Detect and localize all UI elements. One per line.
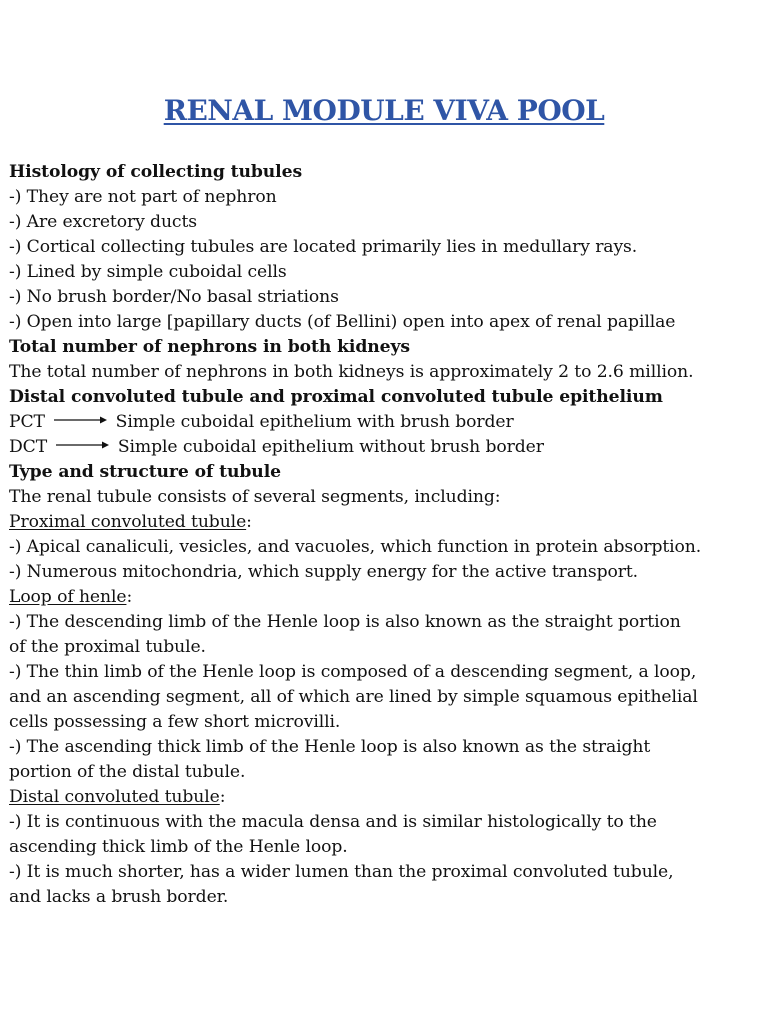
section-heading-epithelium: Distal convoluted tubule and proximal convoluted tubule epithelium: [9, 387, 663, 407]
text-line: and an ascending segment, all of which are lined by simple squamous epithelial: [9, 687, 698, 707]
page-title: RENAL MODULE VIVA POOL: [163, 94, 605, 127]
text-line: -) The descending limb of the Henle loop is also known as the straight portion: [9, 612, 681, 632]
text-line: cells possessing a few short microvilli.: [9, 712, 341, 732]
subheading-row: [9, 510, 761, 535]
subheading-row: [9, 785, 761, 810]
list-item: -) Open into large [papillary ducts (of Bellini) open into apex of renal papillae: [9, 312, 676, 332]
colon: :: [219, 787, 226, 807]
section-heading-collecting-tubules: Histology of collecting tubules: [9, 162, 303, 182]
list-item: -) Are excretory ducts: [9, 212, 197, 232]
subheading-proximal-convoluted-tubule: Proximal convoluted tubule: [9, 512, 247, 532]
text-line: -) It is much shorter, has a wider lumen than the proximal convoluted tubule,: [9, 862, 674, 882]
subheading-row: [9, 585, 761, 610]
subheading-distal-convoluted-tubule: Distal convoluted tubule: [9, 787, 220, 807]
list-item: -) Cortical collecting tubules are located primarily lies in medullary rays.: [9, 237, 638, 257]
text-line: -) The thin limb of the Henle loop is composed of a descending segment, a loop,: [9, 662, 697, 682]
section-heading-nephron-count: Total number of nephrons in both kidneys: [9, 337, 410, 357]
pct-label: PCT: [9, 412, 45, 432]
section-heading-tubule-structure: Type and structure of tubule: [9, 462, 281, 482]
document-body: [9, 160, 761, 910]
paragraph: The total number of nephrons in both kidneys is approximately 2 to 2.6 million.: [9, 362, 694, 382]
paragraph: The renal tubule consists of several segments, including:: [9, 487, 501, 507]
dct-label: DCT: [9, 437, 48, 457]
text-line: and lacks a brush border.: [9, 887, 229, 907]
arrow-right-icon: [54, 440, 110, 450]
colon: :: [126, 587, 133, 607]
pct-description: Simple cuboidal epithelium with brush border: [115, 412, 514, 432]
text-line: -) The ascending thick limb of the Henle loop is also known as the straight: [9, 737, 651, 757]
dct-description: Simple cuboidal epithelium without brush border: [117, 437, 544, 457]
colon: :: [246, 512, 252, 532]
list-item: -) Apical canaliculi, vesicles, and vacuoles, which function in protein absorption.: [9, 537, 702, 557]
list-item: -) No brush border/No basal striations: [9, 287, 339, 307]
dct-row: [9, 435, 761, 460]
arrow-right-icon: [52, 415, 108, 425]
pct-row: [9, 410, 761, 435]
text-line: portion of the distal tubule.: [9, 762, 246, 782]
text-line: -) It is continuous with the macula densa and is similar histologically to the: [9, 812, 657, 832]
list-item: -) They are not part of nephron: [9, 187, 277, 207]
list-item: -) Numerous mitochondria, which supply energy for the active transport.: [9, 562, 639, 582]
list-item: -) Lined by simple cuboidal cells: [9, 262, 287, 282]
text-line: of the proximal tubule.: [9, 637, 206, 657]
text-line: ascending thick limb of the Henle loop.: [9, 837, 348, 857]
subheading-loop-of-henle: Loop of henle: [9, 587, 127, 607]
